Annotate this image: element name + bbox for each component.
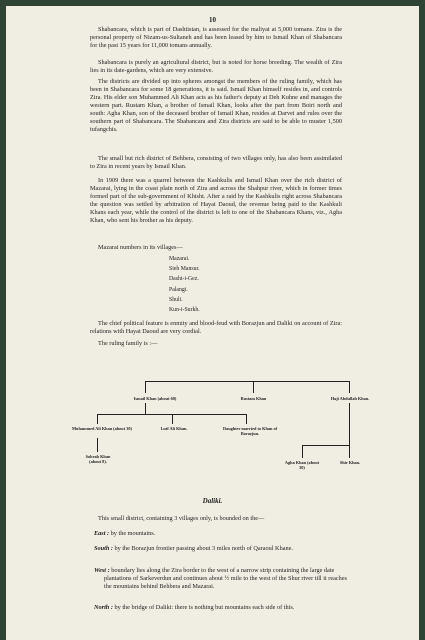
tree-person: Rustam Khan xyxy=(240,396,267,401)
paragraph-agriculture: Shabancara is purely an agricultural district, but is noted for horse breeding. The wealth of Zira lies in its date-gardens, which are very extensive. xyxy=(90,59,342,75)
paragraph-ruling-family-intro: The ruling family is :— xyxy=(98,340,158,347)
tree-connector xyxy=(172,414,173,424)
tree-person: Haji Abdullah Khan. xyxy=(330,396,370,401)
paragraph-shabancara-assessment: Shabancara, which is part of Dashtistan, is assessed for the maliyat at 5,000 tomans. Zira is the personal property of Nizam-us-Sultaneh and has been leased by him to Ismail Khan of Shabancara for the past 15 years for 11,000 tomans annually. xyxy=(90,26,342,50)
paragraph-mazarai-villages-intro: Mazarai numbers in its villages— xyxy=(98,244,183,251)
boundary-north xyxy=(94,604,356,612)
direction-label: North : xyxy=(94,604,113,611)
paragraph-behbera: The small but rich district of Behbera, consisting of two villages only, has also been assimilated to Zira in recent years by Ismail Khan. xyxy=(90,155,342,171)
document-page xyxy=(6,6,419,640)
tree-connector xyxy=(145,381,349,382)
tree-person: Sohrab Khan (about 8). xyxy=(85,454,111,464)
village-item: Palangi. xyxy=(169,286,188,293)
paragraph-ruling-family-spheres: The districts are divided up into spheres amongst the members of the ruling family, which has been in Shabancara for some 18 generations, it is said. Ismail Khan himself resides in, and controls Zira. His elder son Muhammed Ali Khan acts as his father's deputy at Deh Kuhne and manages the western part. Rustam Khan, a brother of Ismail Khan, looks after the part from Boiri north and south: Agha Khan, son of the deceased brother of Ismail Khan, resides at Darvei and rules over the southern part of Shabancara. The Shabancara and Zira districts are said to be able to muster 1,500 tufangchis. xyxy=(90,78,342,134)
tree-connector xyxy=(246,414,247,424)
tree-connector xyxy=(253,381,254,393)
paragraph-political-feature: The chief political feature is enmity and blood-feud with Borazjun and Daliki on account of Zira: relations with Hayat Daoud are very cordial. xyxy=(90,320,342,336)
boundary-south xyxy=(94,545,356,553)
village-item: Kun-i-Surkh. xyxy=(169,307,200,314)
family-tree xyxy=(72,350,376,486)
tree-person: Agha Khan (about 30) xyxy=(284,460,320,470)
paragraph-daliki-intro: This small district, containing 3 villages only, is bounded on the— xyxy=(98,515,265,522)
village-item: Mazarai. xyxy=(169,256,190,262)
village-item: Shuli. xyxy=(169,296,183,303)
tree-person: Muhammed Ali Khan (about 30) xyxy=(72,426,132,431)
paragraph-mazarai-quarrel: In 1909 there was a quarrel between the Kashkulis and Ismail Khan over the rich district of Mazarai, lying in the coast plain north of Zira and across the Shahpur river, which in former times formed part of the sub-government of Khisht. After a raid by the Kashkulis right across Shabancara the question was settled by arbitration of Hayat Daoud, the revenue being paid to the Kashkuli Khans each year, while the control of the district is left to one of the Shabancara Khans, viz., Agha Khan, who sent his brother as his deputy. xyxy=(90,177,342,225)
tree-connector xyxy=(145,403,146,414)
direction-label: West : xyxy=(94,567,110,574)
boundary-west xyxy=(94,567,356,591)
direction-label: East : xyxy=(94,530,110,537)
tree-person: Shir Khan. xyxy=(339,460,361,465)
tree-connector xyxy=(349,381,350,393)
boundary-text: by the Borazjun frontier passing about 3 miles north of Qaraoul Khane. xyxy=(114,545,293,552)
tree-connector xyxy=(349,403,350,445)
boundary-east xyxy=(94,530,356,538)
tree-connector xyxy=(302,445,303,458)
village-item: Sieh Mansur. xyxy=(169,266,200,273)
village-list xyxy=(169,254,200,315)
direction-label: South : xyxy=(94,545,113,552)
tree-person: Daughter married to Khan of Borazjun. xyxy=(222,426,278,436)
tree-connector xyxy=(349,445,350,458)
tree-connector xyxy=(97,414,98,424)
tree-person: Lutf Ali Khan. xyxy=(160,426,188,431)
boundary-text: boundary lies along the Zira border to the west of a narrow strip containing the large date plantations of Sarkeverdun and continues about ½ mile to the west of the Shur river till it reaches the mountains behind Behbera and Mazarai. xyxy=(104,567,347,590)
tree-person: Ismail Khan (about 60) xyxy=(133,396,177,401)
tree-connector xyxy=(97,438,98,452)
tree-connector xyxy=(302,445,350,446)
page-number: 10 xyxy=(209,16,216,24)
boundary-text: by the mountains. xyxy=(110,530,156,537)
section-title-daliki: Daliki. xyxy=(202,497,223,505)
boundary-text: by the bridge of Daliki: there is nothing but mountains each side of this. xyxy=(114,604,295,611)
village-item: Dasht-i-Gez. xyxy=(169,276,199,283)
tree-connector xyxy=(145,381,146,393)
